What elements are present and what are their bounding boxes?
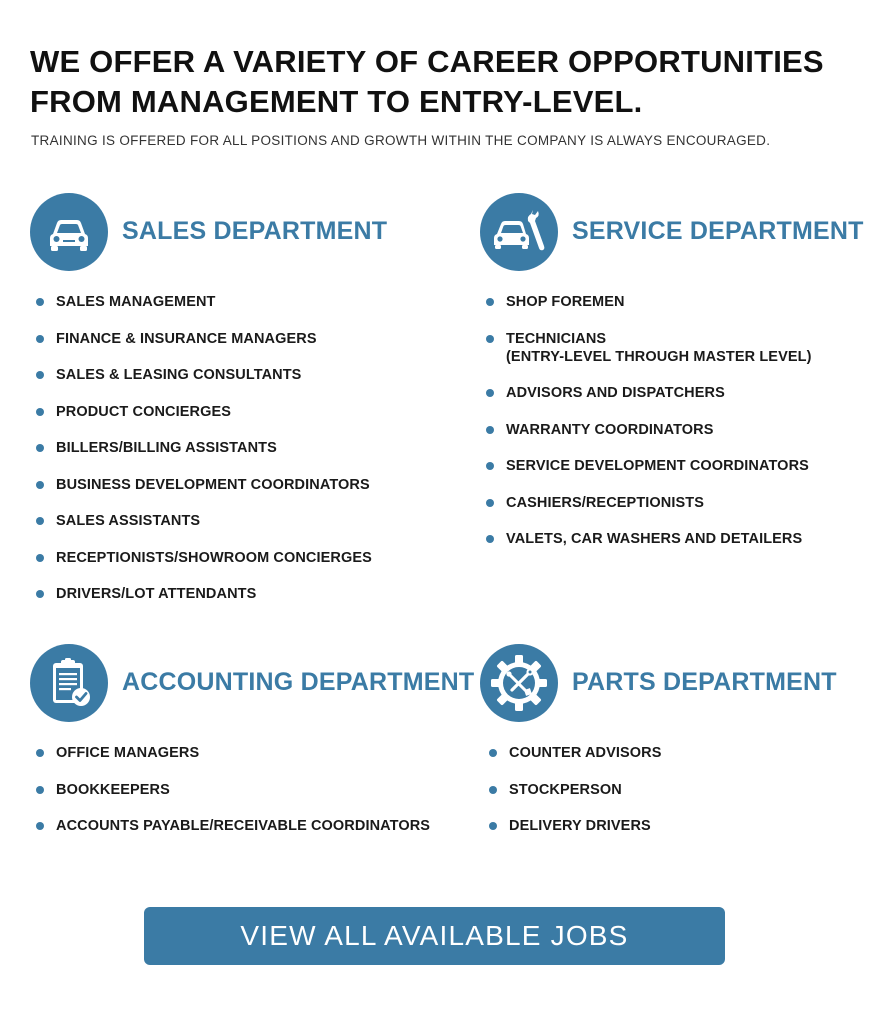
- list-item: SALES MANAGEMENT: [36, 293, 372, 311]
- sales-department-header: [30, 193, 450, 271]
- service-positions-list: [486, 293, 812, 567]
- list-item: SALES & LEASING CONSULTANTS: [36, 366, 372, 384]
- page-headline: [30, 42, 850, 122]
- clipboard-check-icon: [30, 644, 108, 722]
- list-item: SHOP FOREMEN: [486, 293, 812, 311]
- sales-positions-list: [36, 293, 372, 622]
- list-item: CASHIERS/RECEPTIONISTS: [486, 494, 812, 512]
- list-item-note: (ENTRY-LEVEL THROUGH MASTER LEVEL): [506, 348, 812, 365]
- list-item: FINANCE & INSURANCE MANAGERS: [36, 330, 372, 348]
- car-icon: [30, 193, 108, 271]
- list-item: BOOKKEEPERS: [36, 781, 430, 799]
- list-item: OFFICE MANAGERS: [36, 744, 430, 762]
- list-item: DRIVERS/LOT ATTENDANTS: [36, 585, 372, 603]
- headline-line-2: FROM MANAGEMENT TO ENTRY-LEVEL.: [30, 84, 643, 119]
- page-subheadline: TRAINING IS OFFERED FOR ALL POSITIONS AND GROWTH WITHIN THE COMPANY IS ALWAYS ENCOURAGED.: [31, 133, 771, 148]
- parts-department-header: [480, 644, 869, 722]
- list-item: BUSINESS DEVELOPMENT COORDINATORS: [36, 476, 372, 494]
- service-department-title: SERVICE DEPARTMENT: [572, 217, 864, 245]
- list-item: BILLERS/BILLING ASSISTANTS: [36, 439, 372, 457]
- list-item: COUNTER ADVISORS: [489, 744, 662, 762]
- list-item: VALETS, CAR WASHERS AND DETAILERS: [486, 530, 812, 548]
- list-item-label: TECHNICIANS: [506, 330, 607, 347]
- accounting-department-title: ACCOUNTING DEPARTMENT: [122, 668, 475, 696]
- accounting-department-header: [30, 644, 475, 722]
- parts-department-title: PARTS DEPARTMENT: [572, 668, 837, 696]
- headline-line-1: WE OFFER A VARIETY OF CAREER OPPORTUNITIES: [30, 44, 824, 79]
- list-item: ADVISORS AND DISPATCHERS: [486, 384, 812, 402]
- list-item: SALES ASSISTANTS: [36, 512, 372, 530]
- gear-tools-icon: [480, 644, 558, 722]
- list-item: WARRANTY COORDINATORS: [486, 421, 812, 439]
- list-item: PRODUCT CONCIERGES: [36, 403, 372, 421]
- car-wrench-icon: [480, 193, 558, 271]
- service-department-header: [480, 193, 869, 271]
- list-item: SERVICE DEVELOPMENT COORDINATORS: [486, 457, 812, 475]
- list-item: RECEPTIONISTS/SHOWROOM CONCIERGES: [36, 549, 372, 567]
- list-item: STOCKPERSON: [489, 781, 662, 799]
- accounting-positions-list: [36, 744, 430, 854]
- list-item: DELIVERY DRIVERS: [489, 817, 662, 835]
- list-item: ACCOUNTS PAYABLE/RECEIVABLE COORDINATORS: [36, 817, 430, 835]
- list-item-technicians: [486, 330, 812, 366]
- sales-department-title: SALES DEPARTMENT: [122, 217, 388, 245]
- parts-positions-list: [489, 744, 662, 854]
- view-all-jobs-button[interactable]: VIEW ALL AVAILABLE JOBS: [144, 907, 725, 965]
